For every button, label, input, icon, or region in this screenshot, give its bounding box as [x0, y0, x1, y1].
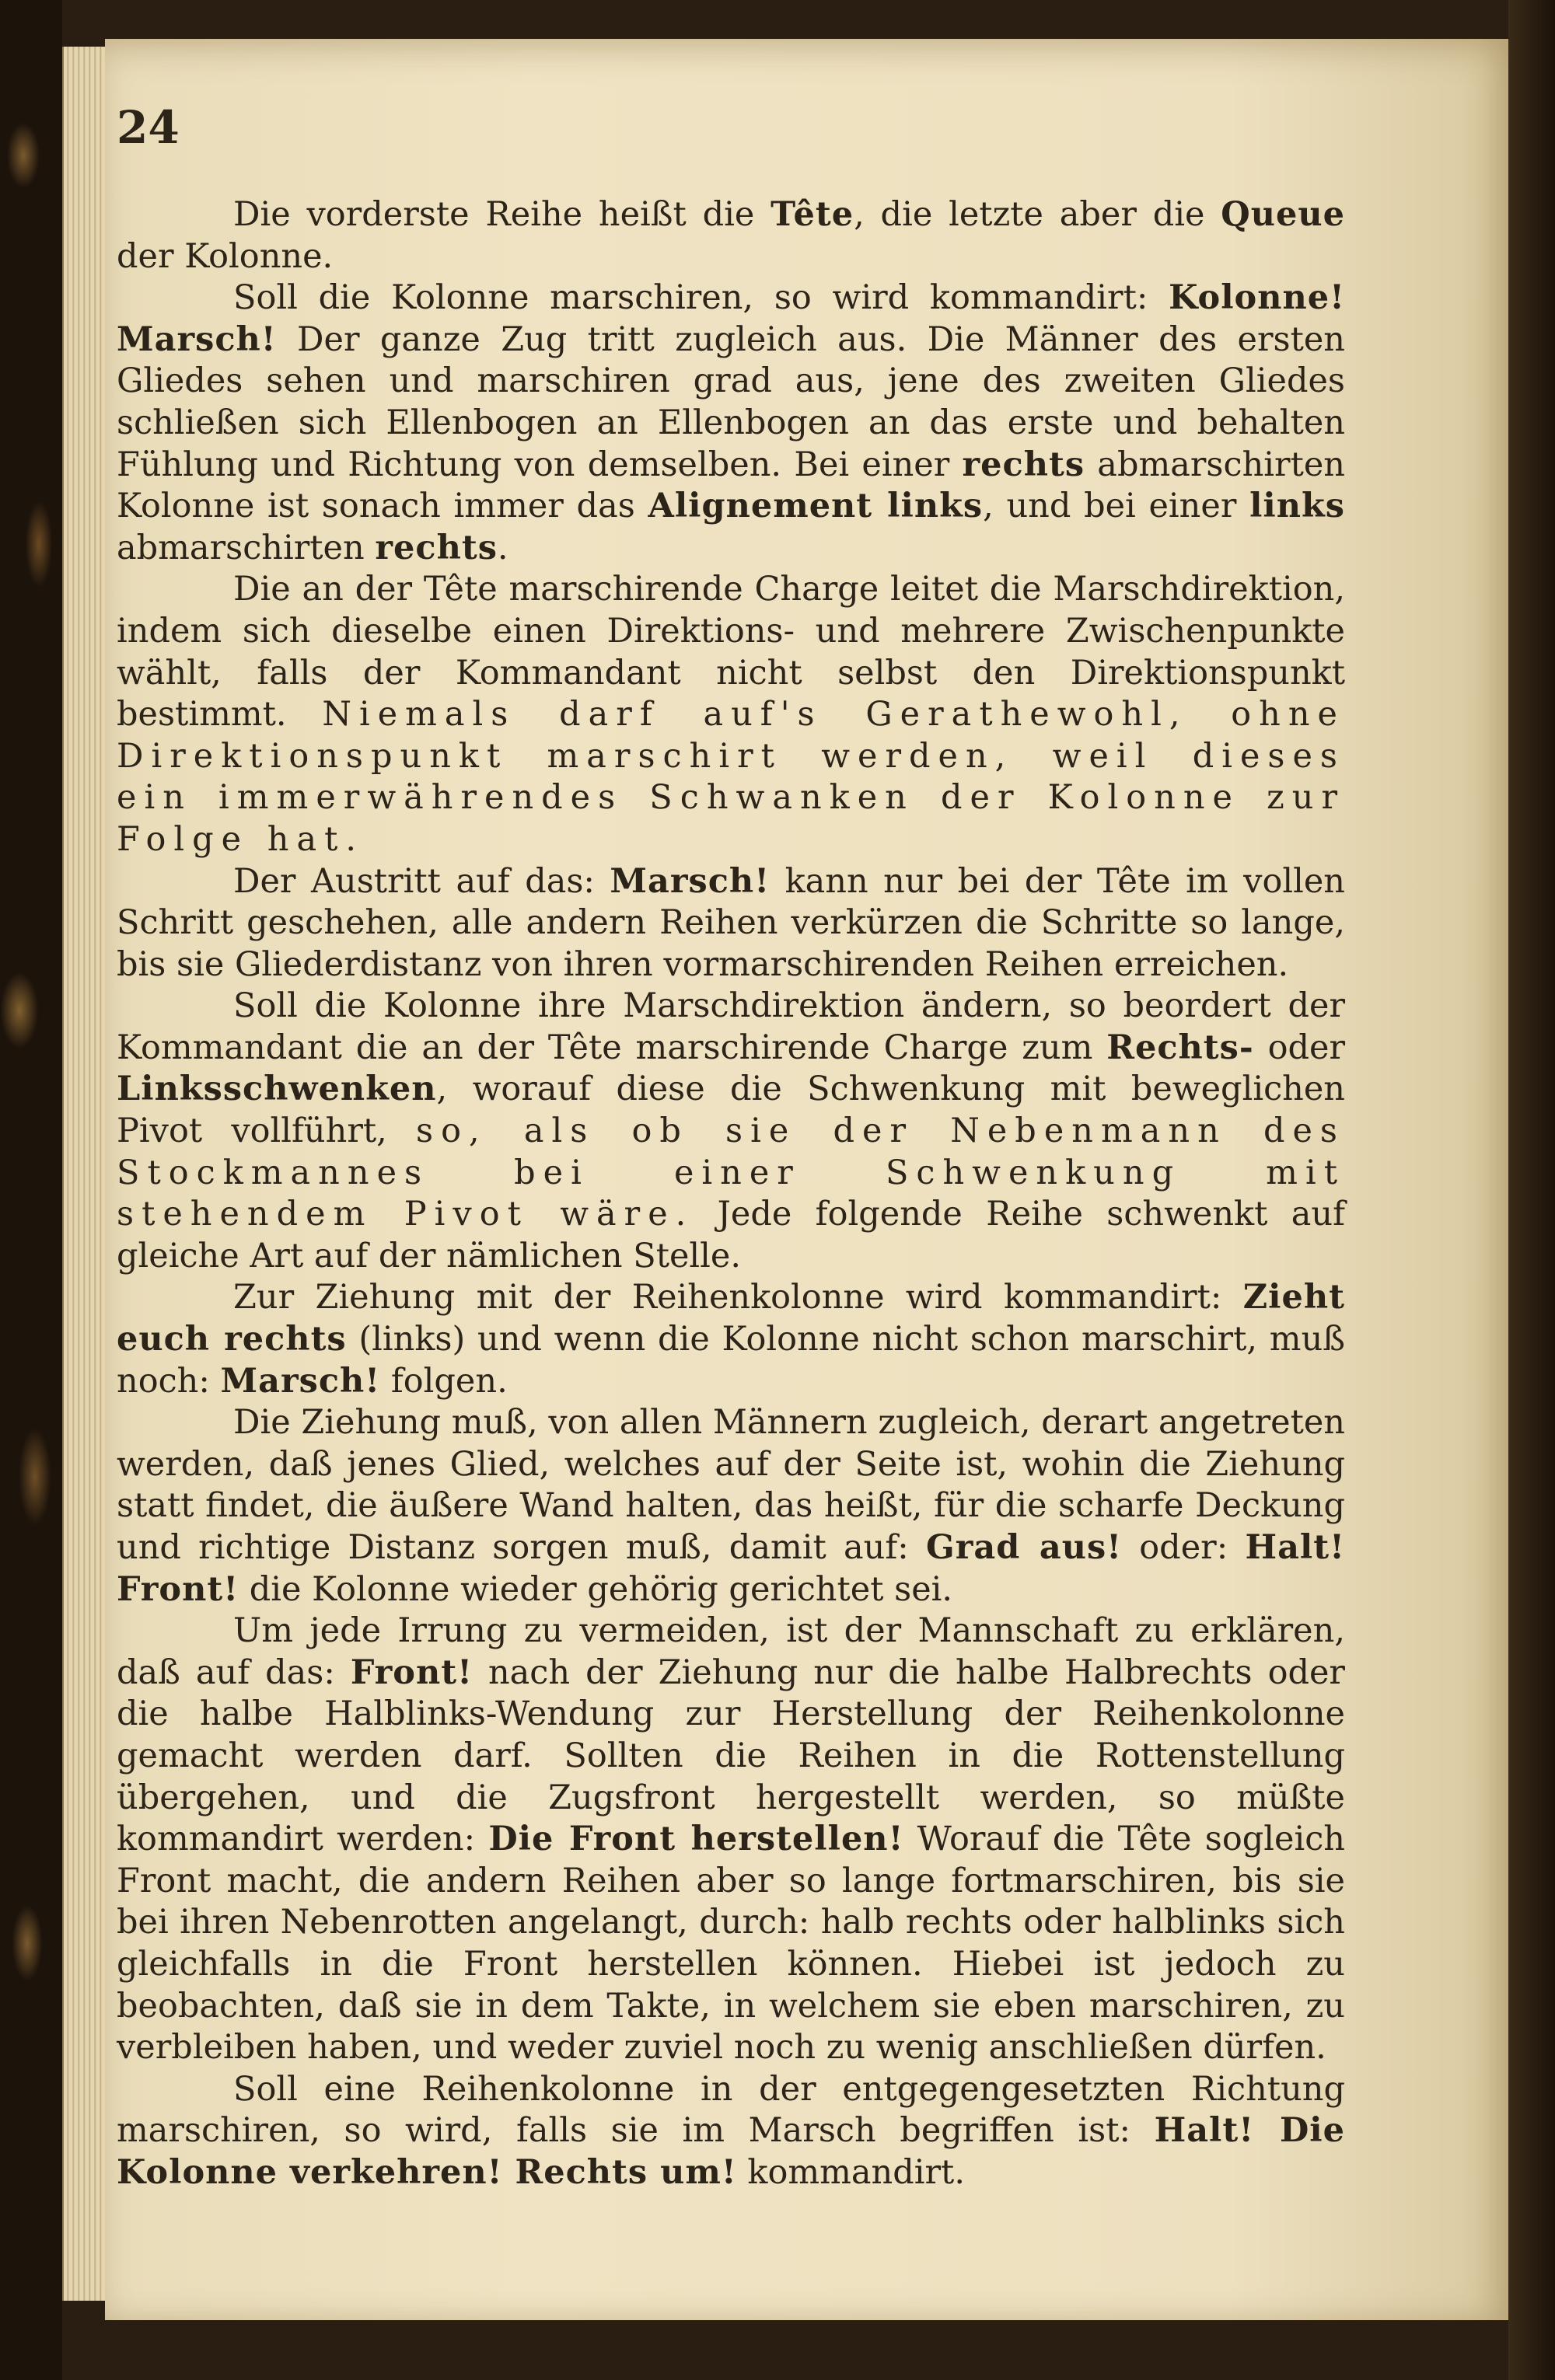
command-text: Marsch!	[220, 1361, 381, 1401]
body-text: Der ganze Zug tritt zugleich aus. Die Männer des ersten Gliedes sehen und marschiren grad aus, jene des zweiten Gliedes schließen sich Ellenbogen an Ellenbogen an das erste und behalten Fühlung und Richtung von demselben. Bei einer	[117, 319, 1345, 484]
command-text: Kolonne! Marsch!	[117, 278, 1345, 359]
command-text: Grad aus!	[925, 1528, 1123, 1567]
paragraph	[117, 861, 1345, 986]
command-text: Rechts-	[1106, 1028, 1254, 1067]
command-text: Zieht euch rechts	[117, 1278, 1345, 1359]
body-text: die Kolonne wieder gehörig gerichtet sei.	[239, 1569, 953, 1609]
page-text	[117, 194, 1345, 2194]
command-text: Tête	[771, 195, 854, 234]
body-text: nach der Ziehung nur die halbe Halbrechts oder die halbe Halblinks-Wendung zur Herstellung der Reihenkolonne gemacht werden darf. Sollten die Reihen in die Rottenstellung übergehen, und die Zugsfront hergestellt werden, so müßte kommandirt werden:	[117, 1652, 1345, 1859]
command-text: Halt! Front!	[117, 1528, 1345, 1609]
body-text: , die letzte aber die	[854, 195, 1221, 234]
command-text: rechts	[962, 445, 1085, 484]
command-text: Alignement links	[648, 487, 984, 526]
emphasized-text: so, als ob sie der Nebenmann des Stockmannes bei einer Schwenkung mit stehendem Pivot wäre.	[117, 1111, 1345, 1234]
paragraph	[117, 277, 1345, 569]
body-text: Worauf die Tête sogleich Front macht, die andern Reihen aber so lange fortmarschiren, bis sie bei ihren Nebenrotten angelangt, durch: halb rechts oder halblinks sich gleichfalls in die Front herstellen können. Hiebei ist jedoch zu beobachten, daß sie in dem Takte, in welchem sie eben marschiren, zu verbleiben haben, und weder zuviel noch zu wenig anschließen dürfen.	[117, 1820, 1345, 2068]
body-text: oder	[1253, 1028, 1345, 1067]
paragraph	[117, 1402, 1345, 1611]
command-text: Marsch!	[610, 861, 771, 901]
page-edges	[62, 47, 110, 2301]
body-text: Jede folgende Reihe schwenkt auf gleiche Art auf der nämlichen Stelle.	[117, 1195, 1345, 1275]
command-text: rechts	[375, 528, 498, 567]
body-text: Die vorderste Reihe heißt die	[233, 195, 771, 234]
body-text: folgen.	[380, 1361, 508, 1401]
paragraph	[117, 194, 1345, 277]
body-text: Der Austritt auf das:	[233, 861, 610, 901]
body-text: , worauf diese die Schwenkung mit beweglichen Pivot vollführt,	[117, 1070, 1345, 1151]
paragraph	[117, 986, 1345, 1277]
emphasized-text: Niemals darf auf's Gerathewohl, ohne Direktionspunkt marschirt werden, weil dieses ein immerwährendes Schwanken der Kolonne zur Folge hat.	[117, 695, 1345, 859]
paragraph	[117, 569, 1345, 860]
paragraph	[117, 1611, 1345, 2069]
right-cover	[1508, 0, 1555, 2380]
body-text: (links) und wenn die Kolonne nicht schon marschirt, muß noch:	[117, 1320, 1345, 1401]
body-text: Die Ziehung muß, von allen Männern zugleich, derart angetreten werden, daß jenes Glied, welches auf der Seite ist, wohin die Ziehung statt findet, die äußere Wand halten, das heißt, für die scharfe Deckung und richtige Distanz sorgen muß, damit auf:	[117, 1403, 1345, 1567]
body-text: Um jede Irrung zu vermeiden, ist der Mannschaft zu erklären, daß auf das:	[117, 1611, 1345, 1692]
command-text: Die Front herstellen!	[488, 1820, 904, 1859]
page-number: 24	[117, 101, 180, 154]
body-text: Soll die Kolonne ihre Marschdirektion ändern, so beordert der Kommandant die an der Tête marschirende Charge zum	[117, 986, 1345, 1067]
body-text: .	[497, 528, 508, 567]
paragraph	[117, 1277, 1345, 1402]
body-text: abmarschirten Kolonne ist sonach immer das	[117, 445, 1346, 526]
body-text: Soll die Kolonne marschiren, so wird kommandirt:	[233, 278, 1169, 318]
body-text: Die an der Tête marschirende Charge leitet die Marschdirektion, indem sich dieselbe einen Direktions- und mehrere Zwischenpunkte wählt, falls der Kommandant nicht selbst den Direktionspunkt bestimmt.	[117, 570, 1345, 735]
command-text: Front!	[350, 1652, 473, 1692]
command-text: Queue	[1221, 195, 1345, 234]
body-text: , und bei einer	[983, 487, 1250, 526]
body-text: der Kolonne.	[117, 236, 334, 276]
command-text: links	[1249, 487, 1345, 526]
body-text: Soll eine Reihenkolonne in der entgegengesetzten Richtung marschiren, so wird, falls sie im Marsch begriffen ist:	[117, 2069, 1345, 2151]
command-text: Linksschwenken	[117, 1070, 437, 1109]
body-text: kann nur bei der Tête im vollen Schritt geschehen, alle andern Reihen verkürzen die Schritte so lange, bis sie Gliederdistanz von ihren vormarschirenden Reihen erreichen.	[117, 861, 1346, 984]
body-text: abmarschirten	[117, 528, 376, 567]
body-text: Zur Ziehung mit der Reihenkolonne wird kommandirt:	[233, 1278, 1243, 1317]
paragraph	[117, 2069, 1345, 2194]
command-text: Halt! Die Kolonne verkehren! Rechts um!	[117, 2111, 1345, 2192]
body-text: kommandirt.	[736, 2152, 966, 2192]
body-text: oder:	[1122, 1528, 1246, 1567]
marbled-cover	[0, 0, 62, 2380]
